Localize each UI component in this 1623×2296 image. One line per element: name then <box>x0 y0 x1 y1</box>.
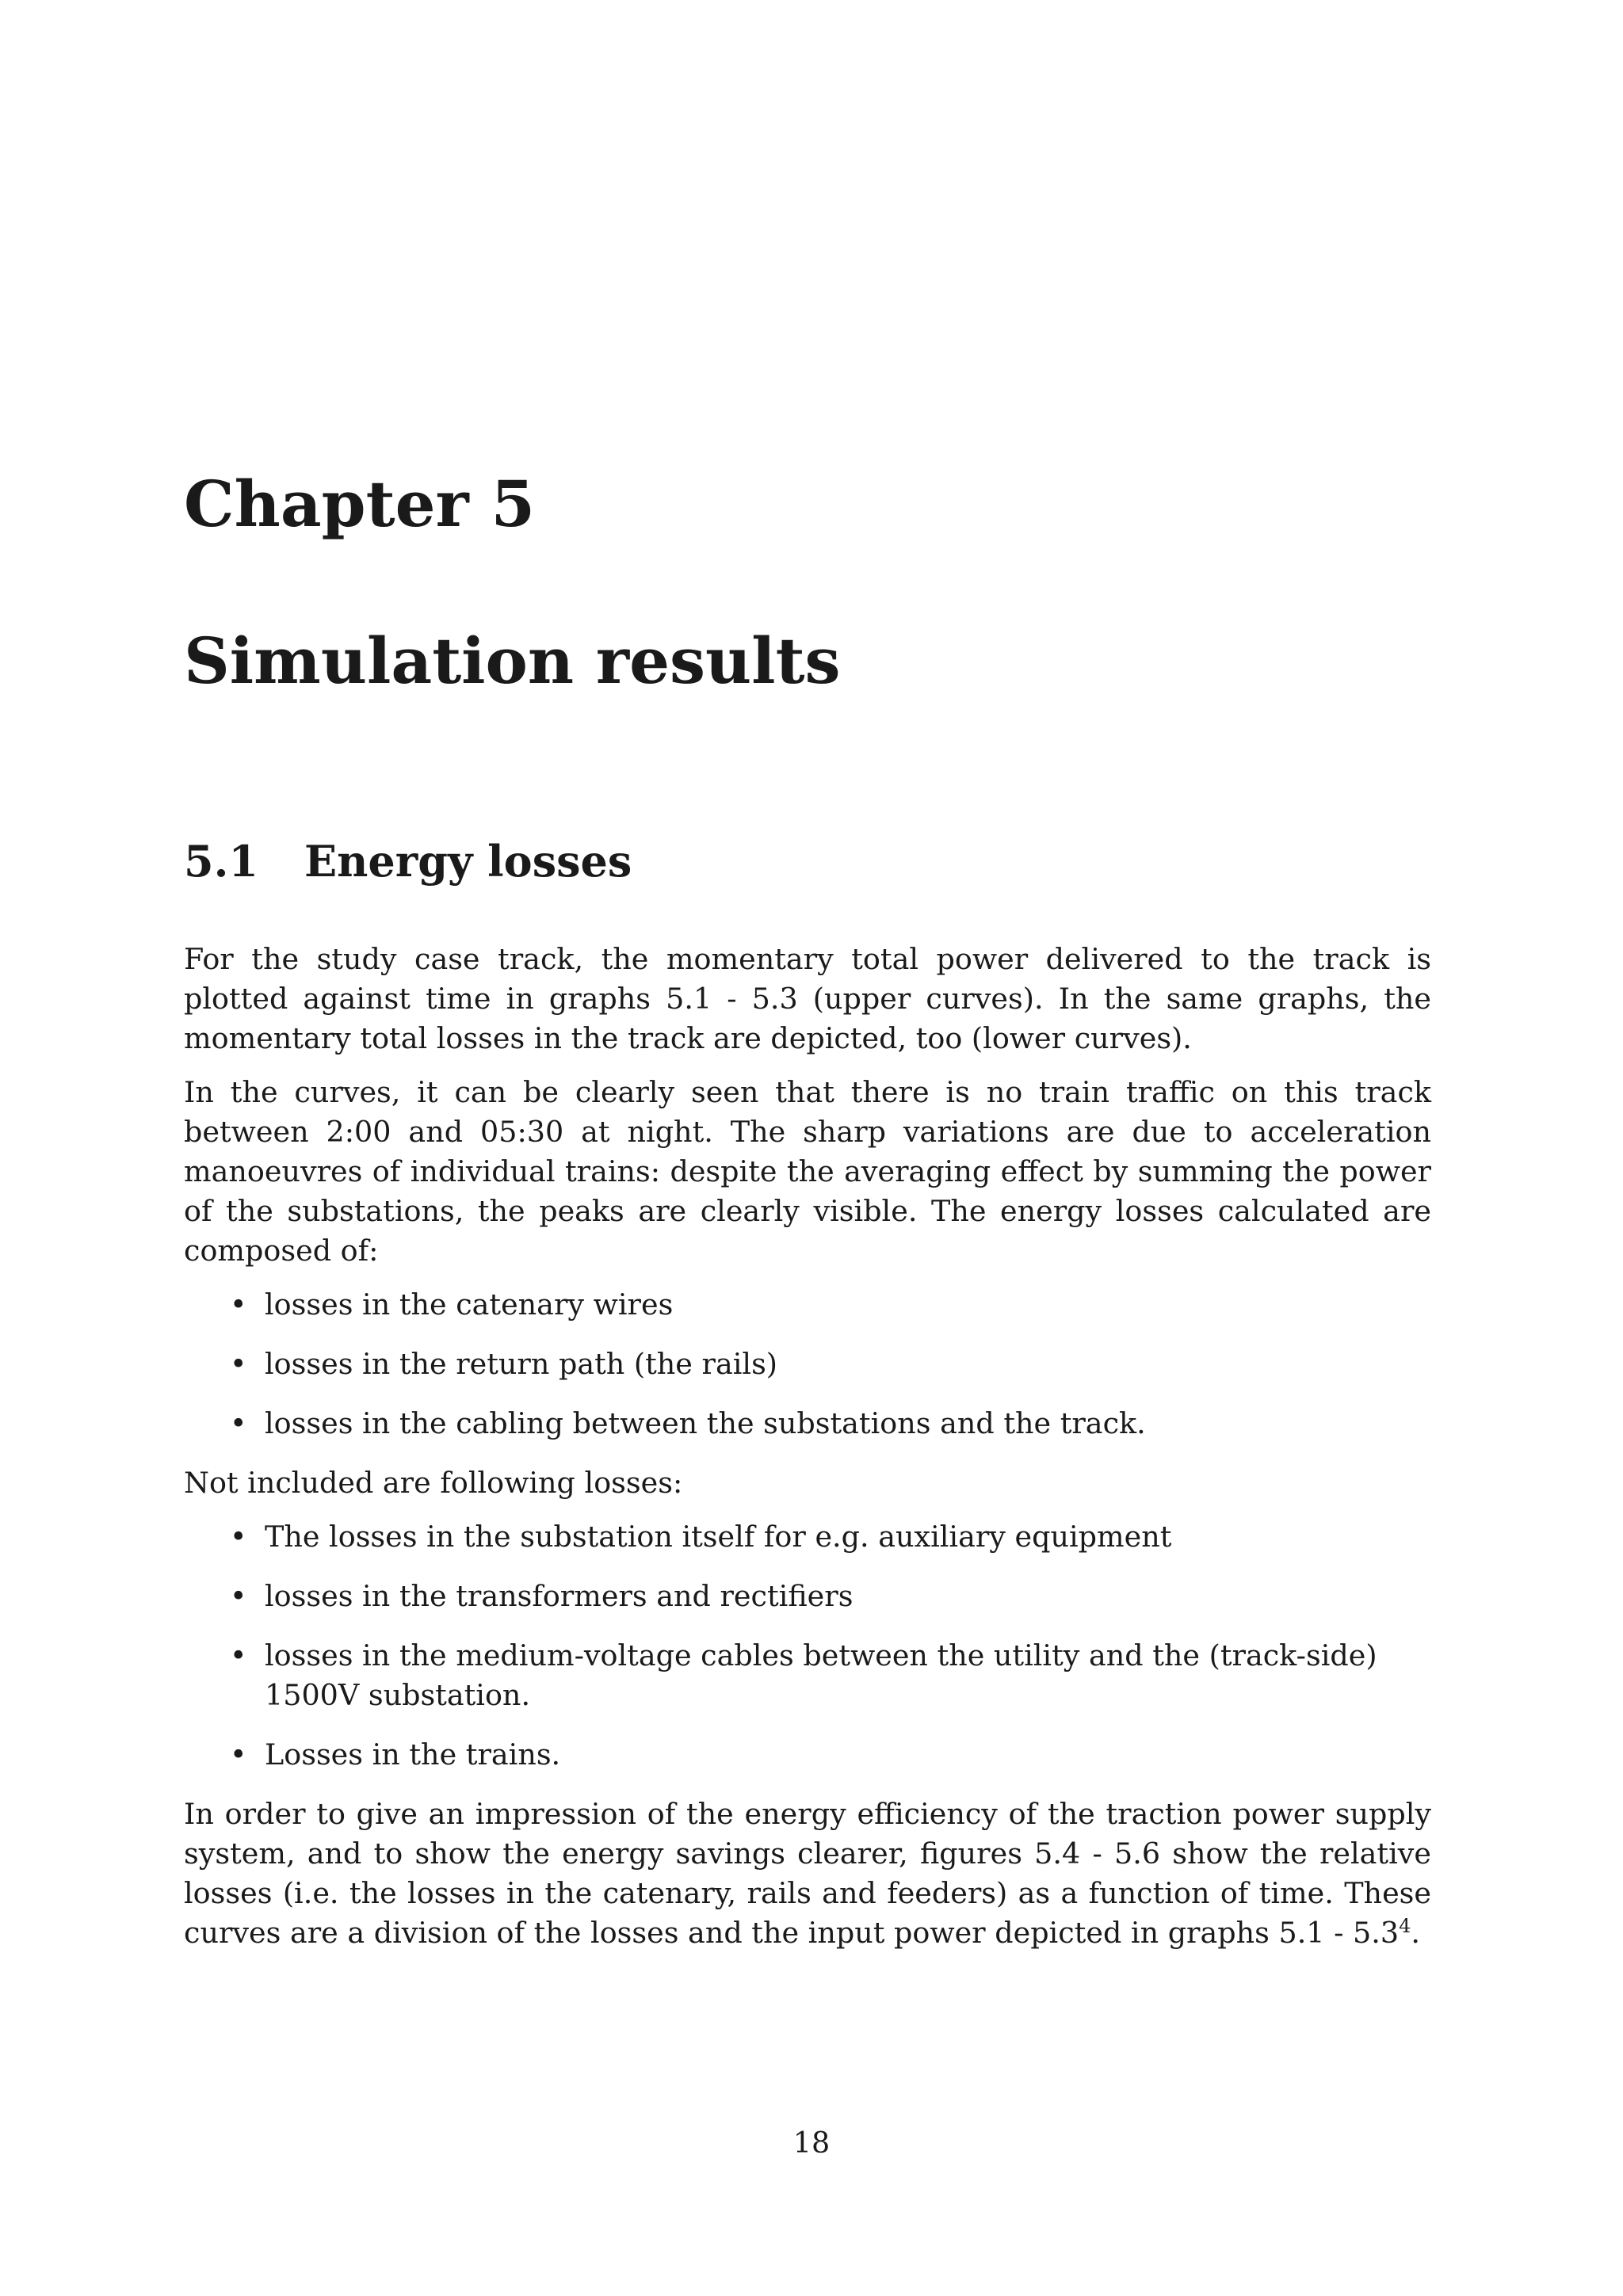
list-item-text: losses in the catenary wires <box>265 1287 674 1322</box>
footnote-marker: 4 <box>1399 1914 1411 1937</box>
list-item <box>230 1735 1431 1775</box>
bullet-icon: • <box>230 1579 247 1613</box>
section-number: 5.1 <box>184 836 258 887</box>
list-item <box>230 1577 1431 1616</box>
paragraph-efficiency-end: . <box>1411 1916 1420 1950</box>
chapter-label: Chapter 5 <box>184 467 536 541</box>
section-title: Energy losses <box>304 836 632 887</box>
list-item <box>230 1517 1431 1557</box>
list-item <box>230 1636 1431 1715</box>
paragraph-not-included: Not included are following losses: <box>184 1466 683 1500</box>
paragraph-efficiency <box>184 1794 1431 1953</box>
bullet-icon: • <box>230 1347 247 1381</box>
bullet-icon: • <box>230 1638 247 1672</box>
paragraph-efficiency-text: In order to give an impression of the energy efficiency of the traction power supply system, and to show the energy savings clearer, figures 5.4 - 5.6 show the relative losses (i.e. the losses in the catenary, rails and feeders) as a function of time. These curves are a division of the losses and the input power depicted in graphs 5.1 - 5.3 <box>184 1797 1431 1950</box>
chapter-title: Simulation results <box>184 624 841 698</box>
included-losses-list <box>184 1285 1431 1444</box>
bullet-icon: • <box>230 1287 247 1322</box>
list-item-text: losses in the return path (the rails) <box>265 1347 778 1381</box>
list-item-text: losses in the medium-voltage cables between the utility and the (track-side) 1500V substation. <box>265 1638 1377 1712</box>
page-number: 18 <box>792 2126 831 2160</box>
list-item <box>230 1404 1431 1444</box>
list-item-text: losses in the transformers and rectifiers <box>265 1579 854 1613</box>
excluded-losses-list <box>184 1517 1431 1775</box>
list-item-text: Losses in the trains. <box>265 1737 561 1772</box>
bullet-icon: • <box>230 1406 247 1440</box>
paragraph-intro: For the study case track, the momentary total power delivered to the track is plotted against time in graphs 5.1 - 5.3 (upper curves). In the same graphs, the momentary total losses in the track are depicted, too (lower curves). <box>184 942 1431 1055</box>
list-item-text: The losses in the substation itself for e.g. auxiliary equipment <box>265 1520 1172 1554</box>
bullet-icon: • <box>230 1737 247 1772</box>
body-text <box>184 940 1431 1967</box>
list-item <box>230 1344 1431 1384</box>
section-heading <box>184 836 632 887</box>
bullet-icon: • <box>230 1520 247 1554</box>
list-item <box>230 1285 1431 1325</box>
list-item-text: losses in the cabling between the substations and the track. <box>265 1406 1146 1440</box>
paragraph-curves: In the curves, it can be clearly seen that there is no train traffic on this track between 2:00 and 05:30 at night. The sharp variations are due to acceleration manoeuvres of individual trains: despite the averaging effect by summing the power of the substations, the peaks are clearly visible. The energy losses calculated are composed of: <box>184 1075 1431 1268</box>
